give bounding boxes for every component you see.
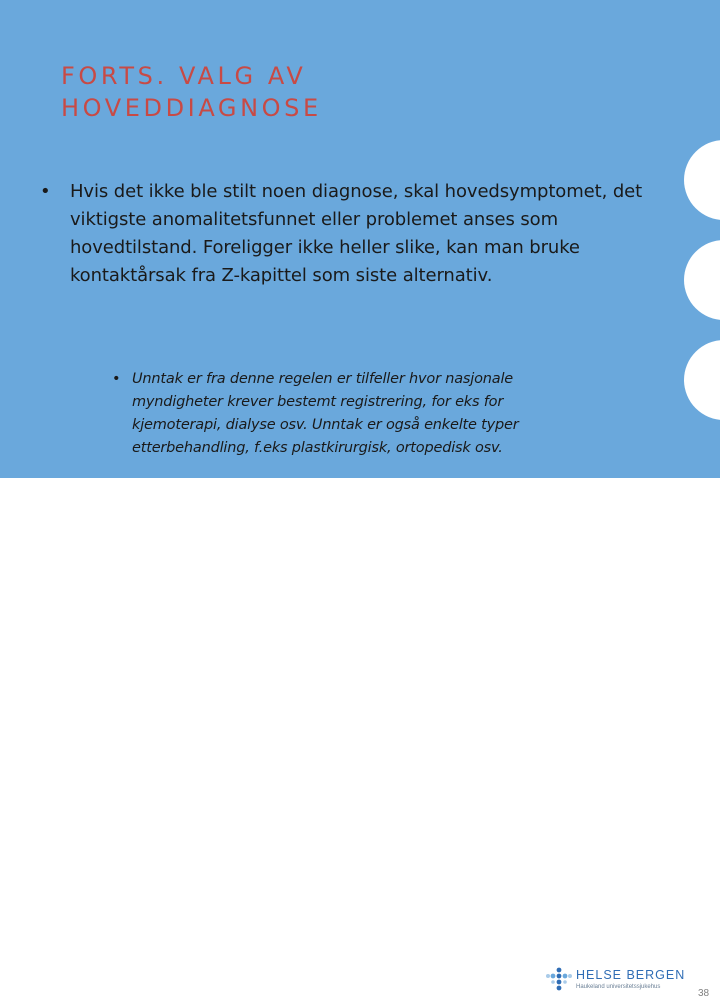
helse-bergen-logo — [546, 967, 686, 997]
main-bullet-text: Hvis det ikke ble stilt noen diagnose, skal hovedsymptomet, det viktigste anomalitetsfunnet eller problemet anses som hovedtilstand. Foreligger ikke heller slike, kan man bruke kontaktårsak fra Z-kapittel som siste alternativ. — [70, 181, 643, 286]
logo-subtitle: Haukeland universitetssjukehus — [576, 984, 661, 990]
logo-name: HELSE BERGEN — [576, 968, 686, 982]
bullet-marker: • — [40, 181, 51, 202]
sub-bullet — [112, 368, 592, 460]
main-bullet — [40, 178, 660, 290]
sub-bullet-marker: • — [112, 371, 121, 387]
title-line-2: HOVEDDIAGNOSE — [61, 94, 322, 122]
sub-bullet-text: Unntak er fra denne regelen er tilfeller hvor nasjonale myndigheter krever bestemt registrering, for eks for kjemoterapi, dialyse osv. Unntak er også enkelte typer etterbehandling, f.eks plastkirurgisk, ortopedisk osv. — [132, 371, 519, 456]
slide-title — [61, 60, 621, 124]
page-number: 38 — [698, 988, 710, 999]
footer — [0, 478, 720, 999]
helse-bergen-cross-logo-icon — [546, 967, 572, 993]
title-line-1: FORTS. VALG AV — [61, 62, 307, 90]
